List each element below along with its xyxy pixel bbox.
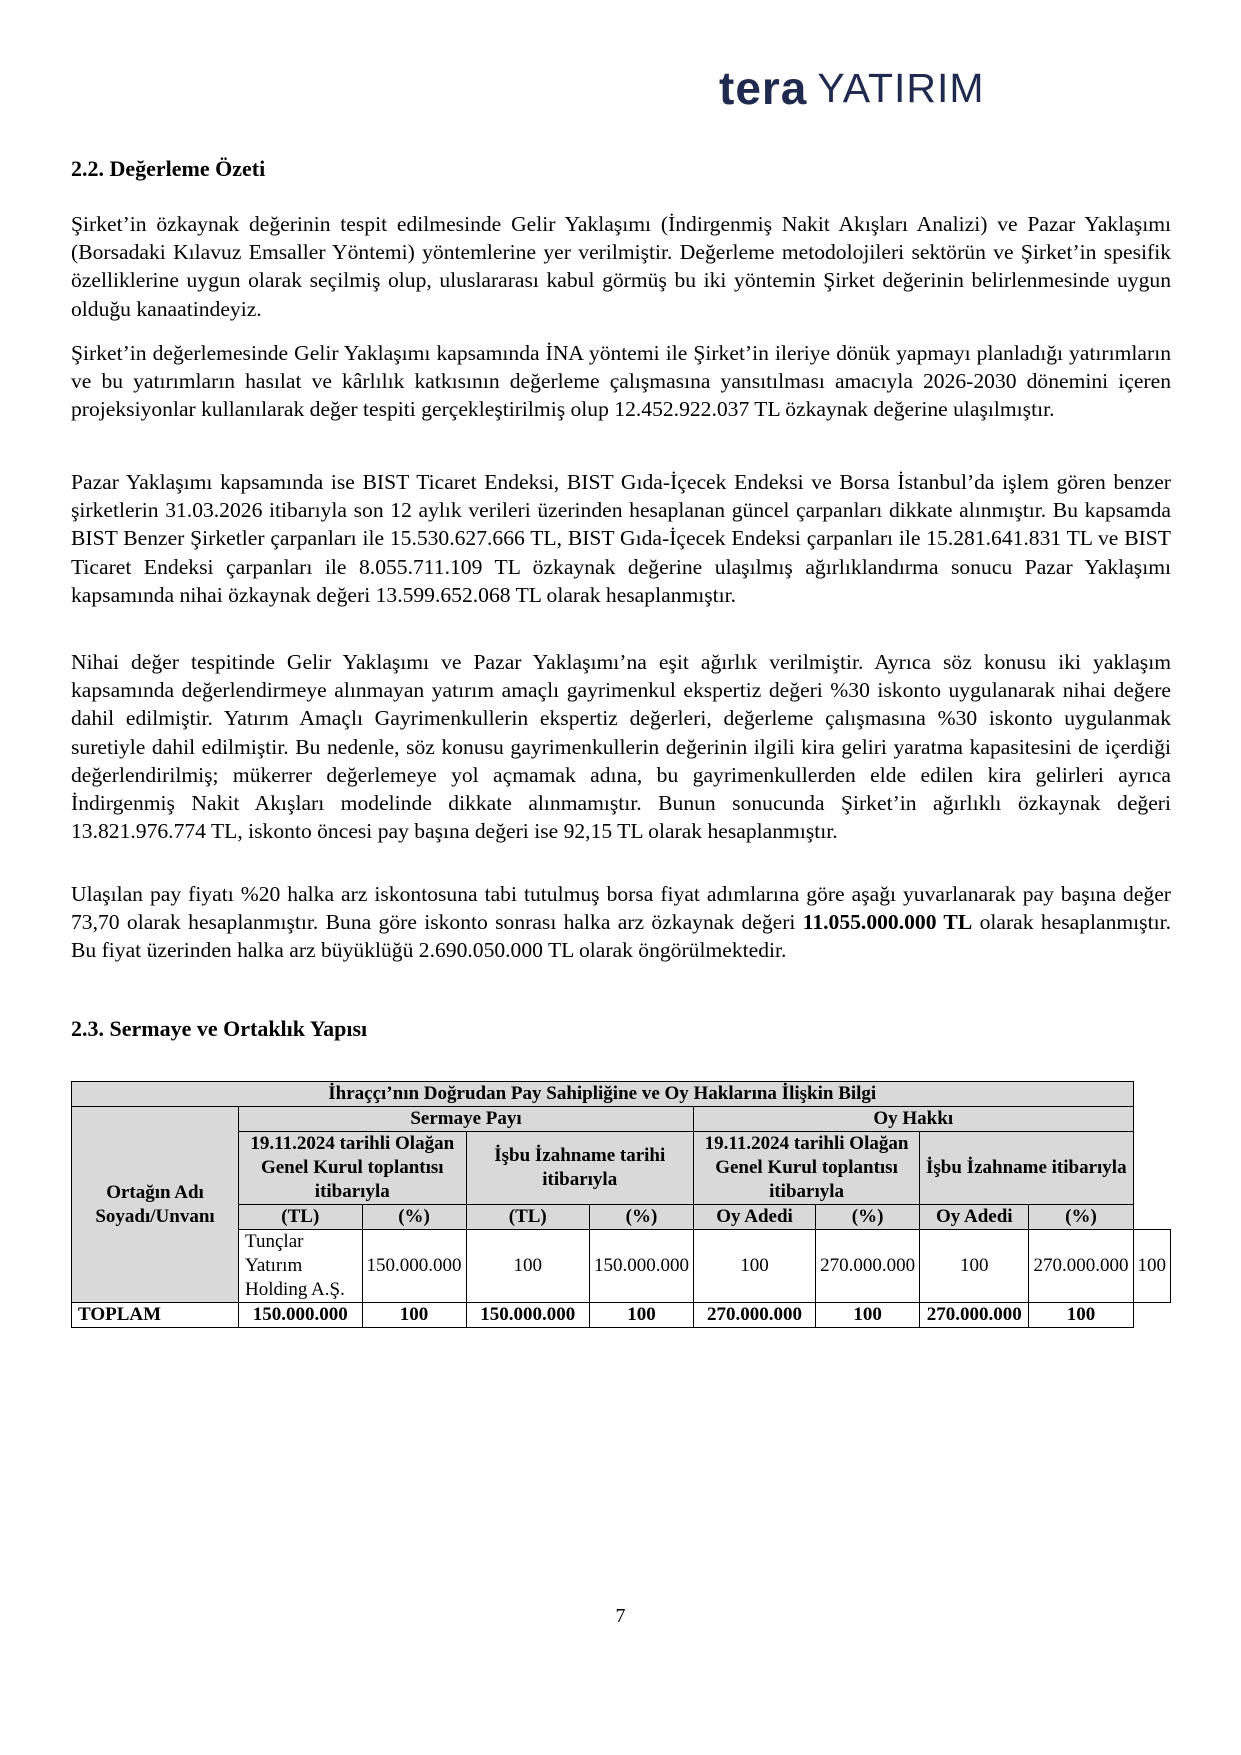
header-capital-period2: İşbu İzahname tarihi itibarıyla [466,1132,693,1205]
unit-tl: (TL) [466,1205,589,1230]
paragraph-ipo-value [71,880,1171,965]
header-owner: Ortağın Adı Soyadı/Unvanı [72,1107,239,1303]
unit-pct: (%) [589,1205,693,1230]
section-title-capital: 2.3. Sermaye ve Ortaklık Yapısı [71,1016,368,1041]
paragraph-market-approach: Pazar Yaklaşımı kapsamında ise BIST Ticaret Endeksi, BIST Gıda-İçecek Endeksi ve Borsa İstanbul’da işlem gören benzer şirketlerin 31.03.2026 itibarıyla son 12 aylık verileri üzerinden hesaplanan güncel çarpanları dikkate alınmıştır. Bu kapsamda BIST Benzer Şirketler çarpanları ile 15.530.627.666 TL, BIST Gıda-İçecek Endeksi çarpanları ile 15.281.641.831 TL ve BIST Ticaret Endeksi çarpanları ile 8.055.711.109 TL özkaynak değerine ulaşılmış ağırlıklandırma sonucu Pazar Yaklaşımı kapsamında nihai özkaynak değeri 13.599.652.068 TL olarak hesaplanmıştır. [71,470,1171,607]
ipo-text-b: olarak hesaplanmıştır. Bu fiyat üzerinden halka arz büyüklüğü 2.690.050.000 TL olarak öngörülmektedir. [71,910,1171,963]
total-capital-tl-2: 150.000.000 [466,1303,589,1328]
capital-pct-1: 100 [466,1230,589,1303]
table-total-row [72,1303,1171,1328]
unit-tl: (TL) [239,1205,362,1230]
capital-tl-2: 150.000.000 [589,1230,693,1303]
paragraph-final-value: Nihai değer tespitinde Gelir Yaklaşımı ve Pazar Yaklaşımı’na eşit ağırlık verilmiştir. Ayrıca söz konusu iki yaklaşım kapsamında değerlendirmeye alınmayan yatırım amaçlı gayrimenkul ekspertiz değeri %30 iskonto uygulanarak nihai değere dahil edilmiştir. Yatırım Amaçlı Gayrimenkullerin ekspertiz değerleri, değerleme çalışmasına %30 iskonto uygulanmak suretiyle dahil edilmiştir. Bu nedenle, söz konusu gayrimenkullerin değerinin ilgili kira geliri yaratma kapasitesini de içerdiği değerlendirilmiş; mükerrer değerlemeye yol açmamak adına, bu gayrimenkullerden elde edilen kira gelirleri ayrıca İndirgenmiş Nakit Akışları modelinde dikkate alınmamıştır. Bunun sonucunda Şirket’in ağırlıklı özkaynak değeri 13.821.976.774 TL, iskonto öncesi pay başına değeri ise 92,15 TL olarak hesaplanmıştır. [71,650,1171,844]
shareholder-name: Tunçlar Yatırım Holding A.Ş. [239,1230,362,1303]
ownership-table [71,1081,1171,1328]
logo-yatirim: YATIRIM [817,65,985,111]
capital-pct-2: 100 [693,1230,815,1303]
total-capital-tl-1: 150.000.000 [239,1303,362,1328]
total-votes-2: 270.000.000 [920,1303,1029,1328]
total-label: TOPLAM [72,1303,239,1328]
total-capital-pct-1: 100 [362,1303,466,1328]
header-voting-right: Oy Hakkı [693,1107,1133,1132]
total-votes-pct-1: 100 [816,1303,920,1328]
unit-votes: Oy Adedi [920,1205,1029,1230]
votes-1: 270.000.000 [816,1230,920,1303]
header-capital-period1: 19.11.2024 tarihli Olağan Genel Kurul toplantısı itibarıyla [239,1132,466,1205]
logo-tera: tera [719,62,808,114]
header-vote-period2: İşbu İzahname itibarıyla [920,1132,1133,1205]
company-logo [719,62,985,114]
ipo-equity-value: 11.055.000.000 TL [802,910,973,935]
votes-2: 270.000.000 [1029,1230,1133,1303]
page-number: 7 [615,1605,626,1627]
total-capital-pct-2: 100 [589,1303,693,1328]
unit-pct: (%) [362,1205,466,1230]
header-capital-share: Sermaye Payı [239,1107,694,1132]
capital-tl-1: 150.000.000 [362,1230,466,1303]
total-votes-pct-2: 100 [1029,1303,1133,1328]
header-vote-period1: 19.11.2024 tarihli Olağan Genel Kurul toplantısı itibarıyla [693,1132,919,1205]
votes-pct-1: 100 [920,1230,1029,1303]
unit-votes: Oy Adedi [693,1205,815,1230]
unit-pct: (%) [1029,1205,1133,1230]
paragraph-income-approach: Şirket’in değerlemesinde Gelir Yaklaşımı kapsamında İNA yöntemi ile Şirket’in ileriye dönük yapmayı planladığı yatırımların ve bu yatırımların hasılat ve kârlılık katkısının değerleme çalışmasına yansıtılması amacıyla 2026-2030 dönemini içeren projeksiyonlar kullanılarak değer tespiti gerçekleştirilmiş olup 12.452.922.037 TL özkaynak değerine ulaşılmıştır. [71,341,1171,422]
table-caption: İhraççı’nın Doğrudan Pay Sahipliğine ve Oy Haklarına İlişkin Bilgi [72,1082,1134,1107]
votes-pct-2: 100 [1133,1230,1171,1303]
paragraph-valuation-methods: Şirket’in özkaynak değerinin tespit edilmesinde Gelir Yaklaşımı (İndirgenmiş Nakit Akışları Analizi) ve Pazar Yaklaşımı (Borsadaki Kılavuz Emsaller Yöntemi) yöntemlerine yer verilmiştir. Değerleme metodolojileri sektörün ve Şirket’in spesifik özelliklerine uygun olarak seçilmiş olup, uluslararası kabul görmüş bu iki yöntemin Şirket değerinin belirlenmesinde uygun olduğu kanaatindeyiz. [71,212,1171,321]
unit-pct: (%) [816,1205,920,1230]
total-votes-1: 270.000.000 [693,1303,815,1328]
ipo-text-a: Ulaşılan pay fiyatı %20 halka arz iskontosuna tabi tutulmuş borsa fiyat adımlarına göre aşağı yuvarlanarak pay başına değer 73,70 olarak hesaplanmıştır. Buna göre iskonto sonrası halka arz özkaynak değeri [71,882,1171,935]
section-title-valuation: 2.2. Değerleme Özeti [71,156,266,181]
